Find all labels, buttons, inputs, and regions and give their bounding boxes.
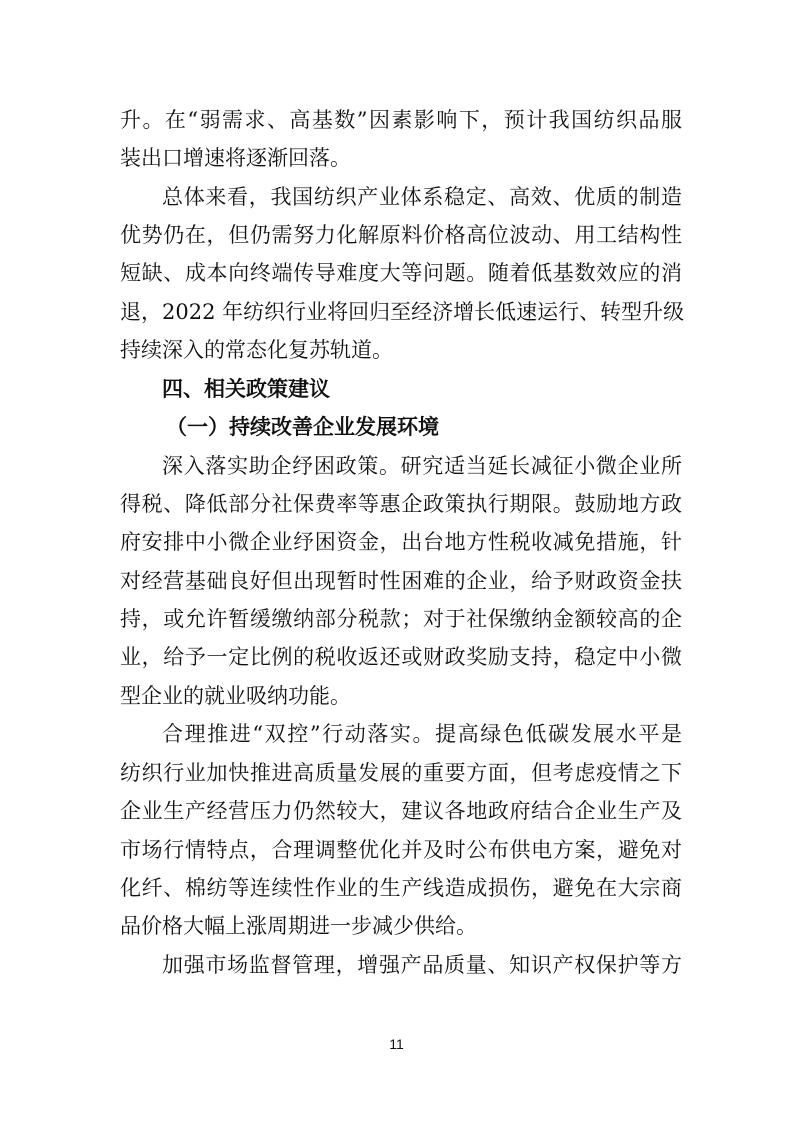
paragraph-line: 升。在“弱需求、高基数”因素影响下，预计我国纺织品服	[120, 108, 682, 132]
paragraph-line: 装出口增速将逐渐回落。	[120, 146, 351, 170]
paragraph-line: 市场行情特点，合理调整优化并及时公布供电方案，避免对	[120, 838, 682, 862]
paragraph-line: 府安排中小微企业纾困资金，出台地方性税收减免措施，针	[120, 530, 682, 554]
paragraph-line: 持续深入的常态化复苏轨道。	[120, 338, 393, 362]
paragraph-line: 加强市场监督管理，增强产品质量、知识产权保护等方	[162, 953, 682, 977]
page-number: 11	[389, 1036, 404, 1052]
section-heading: 四、相关政策建议	[162, 377, 330, 401]
paragraph-line: 业，给予一定比例的税收返还或财政奖励支持，稳定中小微	[120, 645, 682, 669]
paragraph-line: 化纤、棉纺等连续性作业的生产线造成损伤，避免在大宗商	[120, 876, 682, 900]
paragraph-line: 深入落实助企纾困政策。研究适当延长减征小微企业所	[162, 454, 682, 478]
paragraph-line: 合理推进“双控”行动落实。提高绿色低碳发展水平是	[162, 722, 682, 746]
paragraph-line: 品价格大幅上涨周期进一步减少供给。	[120, 914, 477, 938]
paragraph-line: 对经营基础良好但出现暂时性困难的企业，给予财政资金扶	[120, 569, 682, 593]
paragraph-line: 优势仍在，但仍需努力化解原料价格高位波动、用工结构性	[120, 223, 682, 247]
paragraph-line: 持，或允许暂缓缴纳部分税款；对于社保缴纳金额较高的企	[120, 607, 682, 631]
paragraph-line: 得税、降低部分社保费率等惠企政策执行期限。鼓励地方政	[120, 492, 682, 516]
paragraph-line: 短缺、成本向终端传导难度大等问题。随着低基数效应的消	[120, 261, 682, 285]
paragraph-line: 纺织行业加快推进高质量发展的重要方面，但考虑疫情之下	[120, 761, 682, 785]
subsection-heading: （一）持续改善企业发展环境	[166, 414, 439, 439]
paragraph-line: 退，2022 年纺织行业将回归至经济增长低速运行、转型升级	[120, 300, 685, 324]
paragraph-line: 型企业的就业吸纳功能。	[120, 684, 351, 708]
paragraph-line: 企业生产经营压力仍然较大，建议各地政府结合企业生产及	[120, 799, 682, 823]
paragraph-line: 总体来看，我国纺织产业体系稳定、高效、优质的制造	[162, 185, 682, 209]
